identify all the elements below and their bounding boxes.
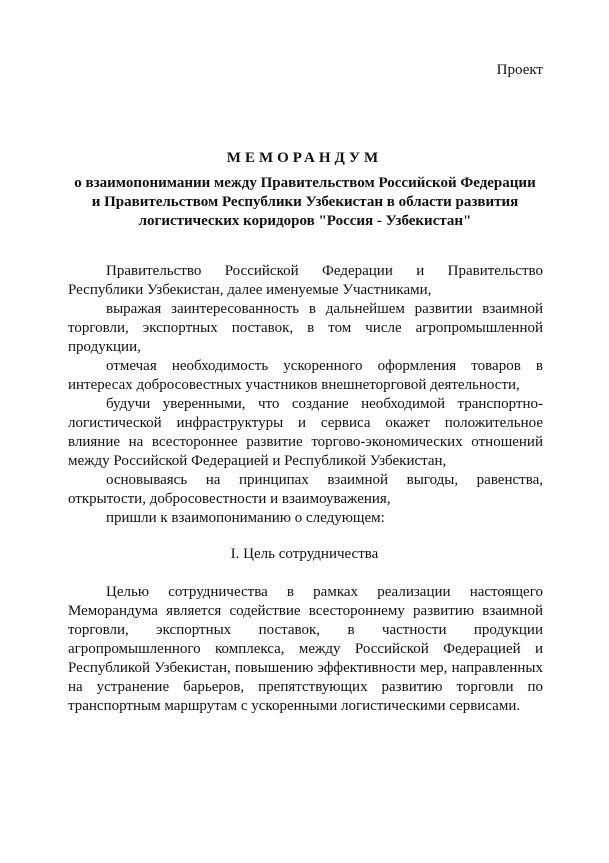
preamble (68, 262, 543, 528)
subtitle-line: о взаимопонимании между Правительством Российской Федерации (74, 175, 536, 191)
preamble-paragraph: Правительство Российской Федерации и Правительство Республики Узбекистан, далее именуемые Участниками, (68, 263, 543, 298)
subtitle-line: и Правительством Республики Узбекистан в области развития (91, 194, 519, 210)
preamble-paragraph: выражая заинтересованность в дальнейшем развитии взаимной торговли, экспортных поставок, в том числе агропромышленной продукции, (68, 301, 543, 355)
document-subtitle (60, 174, 550, 231)
preamble-paragraph: отмечая необходимость ускоренного оформления товаров в интересах добросовестных участников внешнеторговой деятельности, (68, 358, 543, 393)
section-body (68, 583, 543, 716)
section-paragraph: Целью сотрудничества в рамках реализации настоящего Меморандума является содействие всестороннему развитию взаимной торговли, экспортных поставок, в частности продукции агропромышленного комплекса, между Российской Федерацией и Республикой Узбекистан, повышению эффективности мер, направленных на устранение барьеров, препятствующих развитию торговли по транспортным маршрутам с ускоренными логистическими сервисами. (68, 584, 543, 714)
preamble-paragraph: будучи уверенными, что создание необходимой транспортно-логистической инфраструктуры и сервиса окажет положительное влияние на всестороннее развитие торгово-экономических отношений между Российской Федерацией и Республикой Узбекистан, (68, 396, 543, 469)
preamble-paragraph: основываясь на принципах взаимной выгоды, равенства, открытости, добросовестности и взаимоуважения, (68, 472, 543, 507)
section-heading: I. Цель сотрудничества (230, 546, 379, 562)
document-title: МЕМОРАНДУМ (226, 150, 383, 166)
draft-label: Проект (496, 62, 543, 78)
subtitle-line: логистических коридоров "Россия - Узбекистан" (138, 213, 472, 229)
preamble-paragraph: пришли к взаимопониманию о следующем: (106, 510, 385, 526)
